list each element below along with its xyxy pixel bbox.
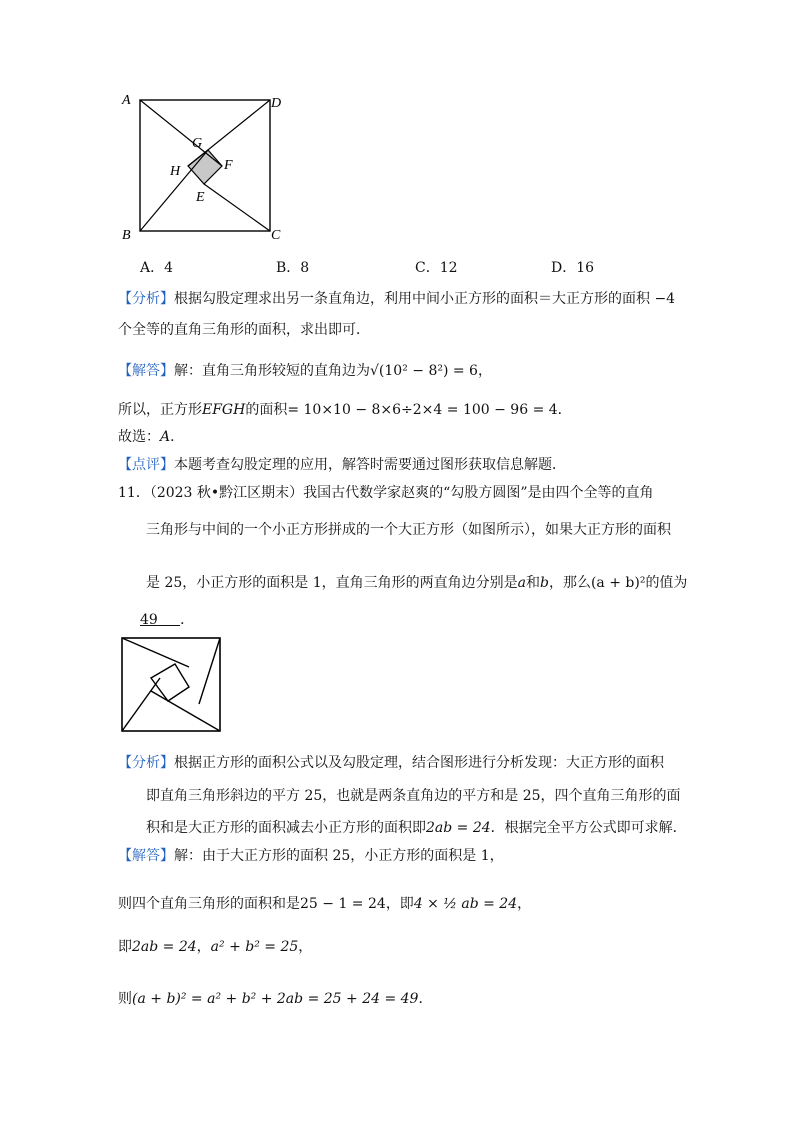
math-variable: b xyxy=(539,575,549,591)
answer-text: 则 xyxy=(118,991,132,1007)
label-d: D xyxy=(271,96,282,111)
q11-line2: 三角形与中间的一个小正方形拼成的一个大正方形（如图所示），如果大正方形的面积 xyxy=(146,522,671,538)
q11-analysis-line1 xyxy=(118,752,664,772)
answer-text: 所以，正方形 xyxy=(118,402,202,418)
answer-text: 解：直角三角形较短的直角边为 xyxy=(174,363,370,379)
q11-analysis-line3 xyxy=(146,817,687,837)
comment-text: 本题考查勾股定理的应用，解答时需要通过图形获取信息解题． xyxy=(174,457,566,473)
segment-a-f xyxy=(140,100,222,166)
math-expression: 25 − 1 = 24 xyxy=(300,896,386,912)
answer-tag: 【解答】 xyxy=(118,363,174,379)
answer-tag: 【解答】 xyxy=(118,848,174,864)
triangle-side xyxy=(122,678,160,731)
triangle-side xyxy=(151,691,220,731)
math-expression: (a + b)² xyxy=(590,575,646,591)
answer-text: 即 xyxy=(118,939,132,955)
q10-analysis-line2: 个全等的直角三角形的面积，求出即可． xyxy=(118,322,370,338)
question-text: 是 25，小正方形的面积是 1，直角三角形的两直角边分别是 xyxy=(146,575,518,591)
math-expression: √(10² − 8²) = 6 xyxy=(370,363,478,379)
label-c: C xyxy=(271,228,281,243)
math-variable: A xyxy=(160,429,171,445)
segment-e-c xyxy=(204,184,270,231)
label-f: F xyxy=(224,158,233,173)
comment-tag: 【点评】 xyxy=(118,457,174,473)
question-number: 11． xyxy=(118,485,150,501)
analysis-text: ．根据完全平方公式即可求解． xyxy=(490,820,687,836)
option-b: B．8 xyxy=(276,260,310,276)
q11-line3 xyxy=(146,572,687,592)
math-variable: a xyxy=(517,575,526,591)
punctuation: ， xyxy=(196,939,211,955)
label-a: A xyxy=(122,93,131,108)
option-d: D．16 xyxy=(551,260,595,276)
punctuation: ． xyxy=(180,612,195,628)
figure-zhao-shuang-diagram xyxy=(120,636,224,736)
math-expression: 2ab = 24 xyxy=(426,820,491,836)
q11-answer-line3 xyxy=(118,936,312,956)
punctuation: ． xyxy=(557,402,572,418)
figure-square-efgh xyxy=(110,88,290,248)
math-variable: EFGH xyxy=(202,402,246,418)
punctuation: ， xyxy=(298,939,313,955)
q11-answer-line2 xyxy=(118,893,531,913)
q10-analysis-line1 xyxy=(118,288,675,308)
q11-answer-line1 xyxy=(118,845,504,865)
q10-answer-line2 xyxy=(118,399,572,419)
triangle-side xyxy=(199,638,220,704)
question-text: 和 xyxy=(525,575,540,591)
label-b: B xyxy=(122,228,131,243)
punctuation: ， xyxy=(517,896,532,912)
question-text: （2023 秋•黔江区期末）我国古代数学家赵爽的“勾股方圆图”是由四个全等的直角 xyxy=(149,485,654,501)
question-text: ，那么 xyxy=(548,575,591,591)
answer-text: 的面积 xyxy=(245,402,288,418)
segment-h-d xyxy=(188,100,270,166)
option-c: C．12 xyxy=(415,260,458,276)
math-expression: 2ab = 24 xyxy=(132,939,197,955)
analysis-text: 根据正方形的面积公式以及勾股定理，结合图形进行分析发现：大正方形的面积 xyxy=(174,755,664,771)
analysis-text: 积和是大正方形的面积减去小正方形的面积即 xyxy=(146,820,426,836)
label-g: G xyxy=(192,136,203,151)
analysis-tag: 【分析】 xyxy=(118,755,174,771)
q11-answer-line4 xyxy=(118,988,432,1008)
answer-text: 故选： xyxy=(118,429,160,445)
math-expression: a² + b² = 25 xyxy=(210,939,299,955)
answer-text: 解：由于大正方形的面积 25，小正方形的面积是 1， xyxy=(174,848,504,864)
blank-answer: 49 xyxy=(140,612,158,628)
triangle-side xyxy=(122,638,189,667)
analysis-tag: 【分析】 xyxy=(118,291,174,307)
math-expression: 4 × ½ ab = 24 xyxy=(413,896,518,912)
math-expression: = 10×10 − 8×6÷2×4 = 100 − 96 = 4 xyxy=(287,402,558,418)
punctuation: ． xyxy=(170,429,185,445)
blank-underline xyxy=(158,612,180,628)
math-expression: (a + b)² = a² + b² + 2ab = 25 + 24 = 49 xyxy=(132,991,419,1007)
label-e: E xyxy=(196,190,205,205)
label-h: H xyxy=(170,164,181,179)
punctuation: ． xyxy=(418,991,433,1007)
question-text: 的值为 xyxy=(645,575,688,591)
answer-text: 则四个直角三角形的面积和是 xyxy=(118,896,300,912)
q10-comment xyxy=(118,454,566,474)
analysis-text: 根据勾股定理求出另一条直角边，利用中间小正方形的面积＝大正方形的面积 −4 xyxy=(174,291,676,307)
q11-analysis-line2: 即直角三角形斜边的平方 25，也就是两条直角边的平方和是 25，四个直角三角形的面 xyxy=(146,788,681,804)
punctuation: ， xyxy=(477,363,492,379)
q11-answer-blank xyxy=(140,609,194,629)
q10-answer-line1 xyxy=(118,360,492,380)
q11-line1 xyxy=(118,482,653,502)
q10-answer-line3 xyxy=(118,426,184,446)
answer-text: ，即 xyxy=(385,896,414,912)
option-a: A．4 xyxy=(140,260,174,276)
